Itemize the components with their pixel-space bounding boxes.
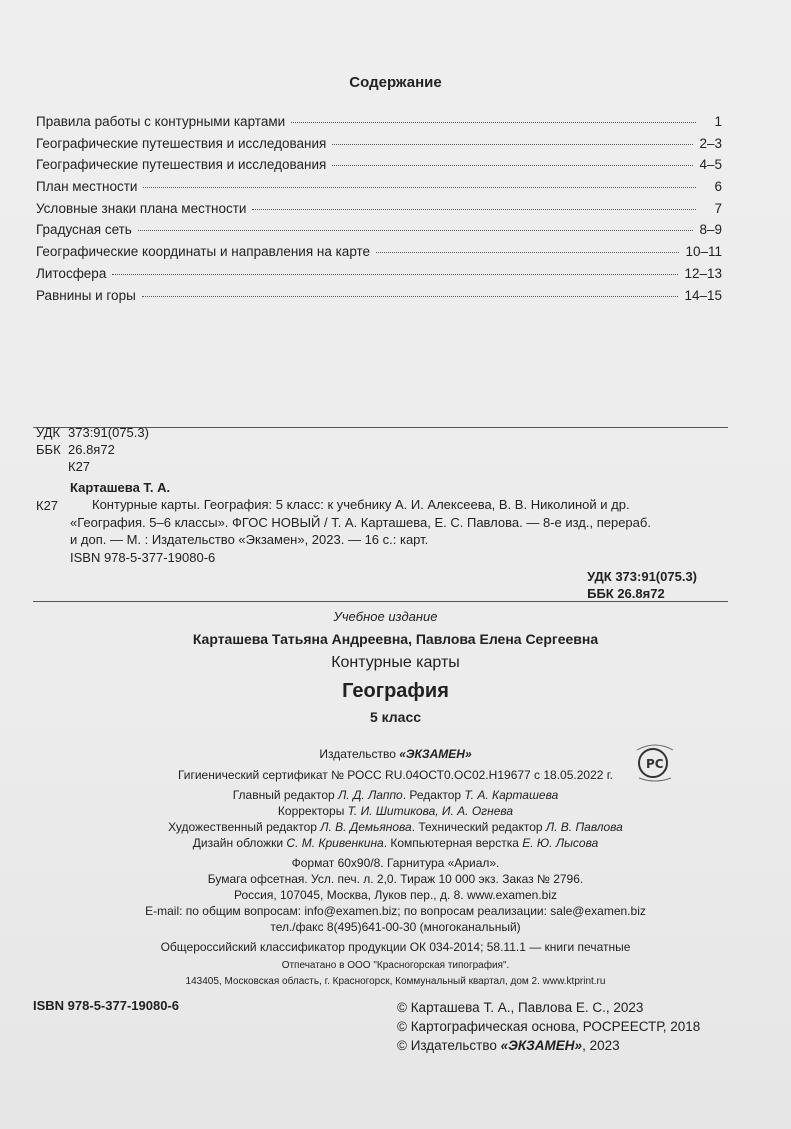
toc-item-page: 7 [714, 200, 722, 216]
toc-row [36, 114, 722, 136]
toc-leader-dots [112, 274, 678, 275]
copyright-line: © Карташева Т. А., Павлова Е. С., 2023 [397, 1000, 644, 1015]
email-line: E-mail: по общим вопросам: info@examen.biz; по вопросам реализации: sale@examen.biz [145, 904, 646, 918]
format-line: Формат 60x90/8. Гарнитура «Ариал». [291, 856, 500, 870]
toc-item-label: Правила работы с контурными картами [36, 114, 286, 129]
subject-title: География [342, 680, 449, 702]
toc-item-page: 2–3 [699, 135, 722, 151]
toc-item-label: Градусная сеть [36, 222, 132, 238]
toc-leader-dots [332, 165, 693, 166]
toc-leader-dots [291, 122, 696, 123]
bib-description [70, 496, 720, 566]
publisher-line: Издательство «ЭКЗАМЕН» [319, 747, 472, 761]
bib-line: Контурные карты. География: 5 класс: к учебнику А. И. Алексеева, В. В. Николиной и др. [92, 497, 630, 512]
bib-author: Карташева Т. А. [70, 480, 171, 495]
toc-item-label: Географические путешествия и исследования [36, 135, 327, 151]
bib-line: «География. 5–6 классы». ФГОС НОВЫЙ / Т. А. Карташева, Е. С. Павлова. — 8-е изд., перераб. [70, 514, 651, 530]
toc-item-page: 4–5 [699, 157, 722, 173]
toc-row [36, 201, 722, 223]
toc-leader-dots [138, 230, 694, 231]
editors-line: Главный редактор Л. Д. Лаппо. Редактор Т. А. Карташева [232, 788, 559, 802]
toc-item-page: 14–15 [684, 287, 722, 303]
toc-item-page: 6 [714, 179, 722, 195]
grade: 5 класс [369, 709, 422, 725]
series-title: Контурные карты [331, 654, 460, 671]
edition-type: Учебное издание [333, 609, 438, 624]
toc-item-label: Литосфера [36, 265, 107, 281]
hygiene-cert: Гигиенический сертификат № РОСС RU.04ОСТ0.ОС02.Н19677 с 18.05.2022 г. [177, 768, 614, 782]
classifier-line: Общероссийский классификатор продукции ОК 034-2014; 58.11.1 — книги печатные [160, 940, 631, 954]
toc-row [36, 136, 722, 158]
copyright-block [397, 998, 700, 1055]
right-bbk: ББК 26.8я72 [587, 586, 665, 601]
toc-item-label: Равнины и горы [36, 287, 136, 303]
divider [33, 601, 728, 602]
rst-certification-icon [633, 742, 677, 782]
bib-line: и доп. — М. : Издательство «Экзамен», 2023. — 16 с.: карт. [70, 532, 429, 547]
toc-item-label: План местности [36, 179, 138, 195]
toc-title: Содержание [349, 74, 442, 91]
bib-isbn: ISBN 978-5-377-19080-6 [70, 549, 216, 565]
toc-row [36, 222, 722, 244]
toc-row [36, 157, 722, 179]
design-line: Дизайн обложки С. М. Кривенкина. Компьютерная верстка Е. Ю. Лысова [192, 836, 599, 850]
toc-row [36, 266, 722, 288]
phone-line: тел./факс 8(495)641-00-30 (многоканальный) [270, 920, 521, 934]
udk-label: УДК [36, 425, 61, 440]
svg-text:PC: PC [646, 757, 664, 771]
bbk-label: ББК [36, 442, 61, 457]
paper-line: Бумага офсетная. Усл. печ. л. 2,0. Тираж 10 000 экз. Заказ № 2796. [207, 872, 584, 886]
toc-item-page: 8–9 [699, 222, 722, 238]
toc-leader-dots [143, 187, 696, 188]
toc-leader-dots [252, 209, 696, 210]
copyright-line: © Издательство «ЭКЗАМЕН», 2023 [397, 1038, 620, 1053]
toc-row [36, 179, 722, 201]
toc-row [36, 244, 722, 266]
toc-item-label: Географические координаты и направления на карте [36, 244, 371, 260]
isbn-bottom: ISBN 978-5-377-19080-6 [33, 998, 179, 1013]
printer-address-line: 143405, Московская область, г. Красногорск, Коммунальный квартал, дом 2. www.ktprint.ru [185, 976, 606, 987]
toc-leader-dots [376, 252, 679, 253]
toc-item-page: 12–13 [684, 265, 722, 281]
right-udk: УДК 373:91(075.3) [587, 569, 697, 584]
udk-value: 373:91(075.3) [68, 425, 149, 440]
printed-line: Отпечатано в ООО "Красногорская типография". [281, 960, 510, 971]
toc-item-label: Географические путешествия и исследования [36, 157, 327, 173]
address-line: Россия, 107045, Москва, Луков пер., д. 8. www.examen.biz [233, 888, 558, 902]
art-editors-line: Художественный редактор Л. В. Демьянова. Технический редактор Л. В. Павлова [168, 820, 623, 834]
authors-full: Карташева Татьяна Андреевна, Павлова Елена Сергеевна [192, 631, 599, 647]
table-of-contents [36, 114, 722, 309]
bib-codes [36, 424, 149, 475]
bib-right-codes [587, 568, 697, 602]
author-code: К27 [68, 459, 91, 474]
copyright-line: © Картографическая основа, РОСРЕЕСТР, 2018 [397, 1019, 701, 1034]
toc-item-label: Условные знаки плана местности [36, 200, 247, 216]
bbk-value: 26.8я72 [68, 442, 115, 457]
toc-item-page: 1 [714, 114, 722, 129]
toc-leader-dots [142, 296, 679, 297]
toc-item-page: 10–11 [685, 244, 722, 260]
bib-side-code: К27 [36, 498, 59, 513]
correctors-line: Корректоры Т. И. Шитикова, И. А. Огнева [277, 804, 514, 818]
toc-row [36, 288, 722, 310]
toc-leader-dots [332, 144, 693, 145]
